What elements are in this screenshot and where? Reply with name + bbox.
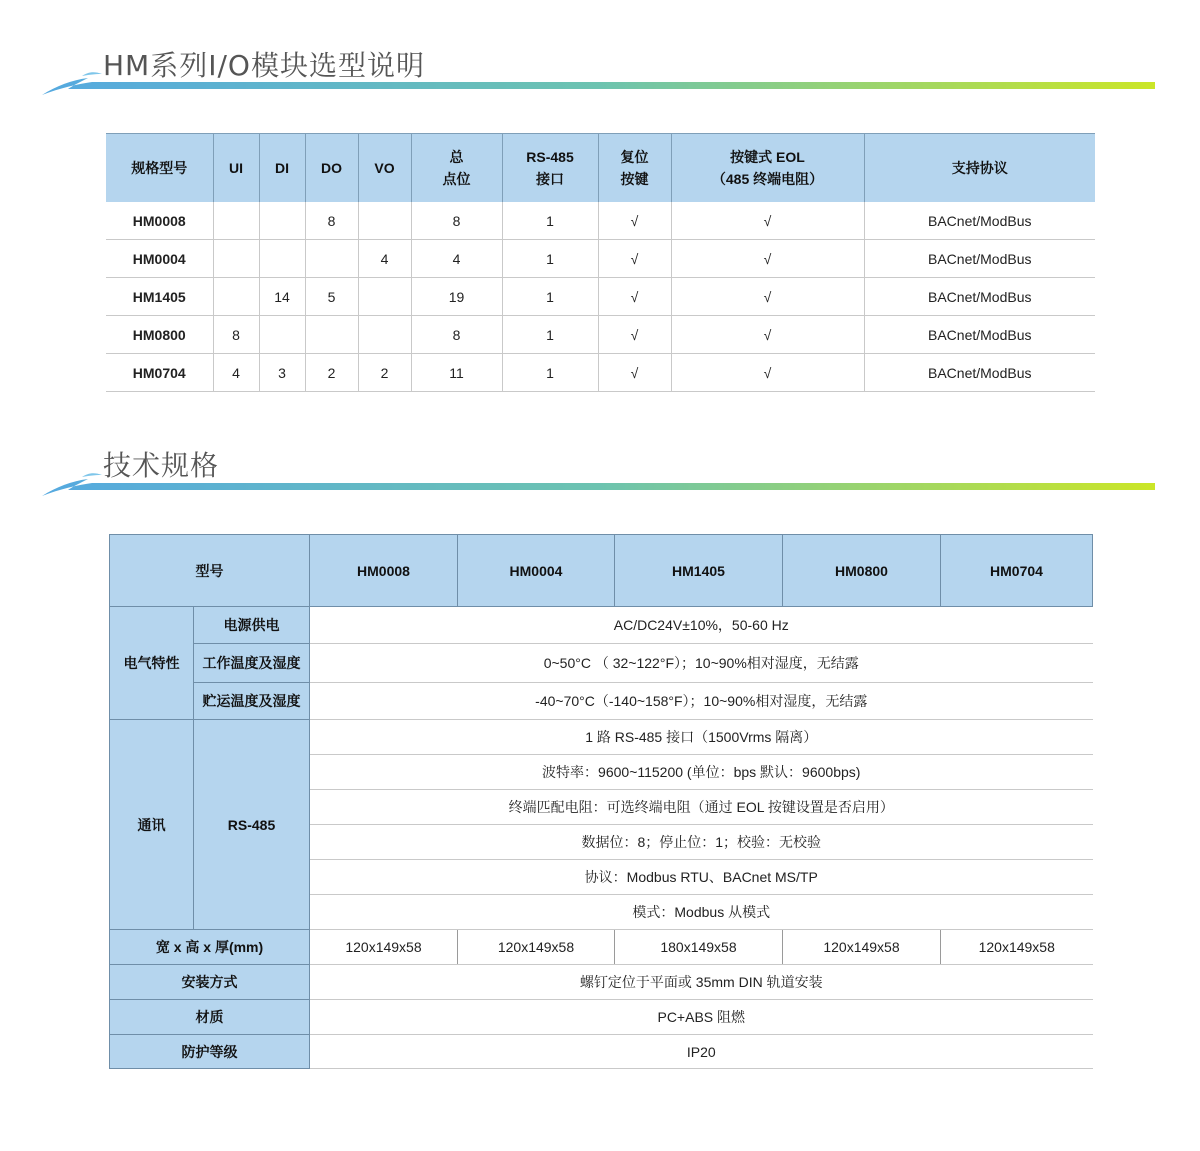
section-title-specs: 技术规格 <box>103 449 220 482</box>
cell: √ <box>598 202 671 240</box>
cell: 19 <box>411 278 502 316</box>
cell: 4 <box>213 354 259 392</box>
dimension-value: 120x149x58 <box>310 930 458 965</box>
cell: 1 <box>502 202 598 240</box>
spec-label: 电源供电 <box>194 607 310 644</box>
model-name: HM0704 <box>941 535 1093 607</box>
spec-value: IP20 <box>310 1035 1093 1069</box>
cell: √ <box>598 316 671 354</box>
cell: 11 <box>411 354 502 392</box>
cell: BACnet/ModBus <box>864 316 1095 354</box>
spec-row <box>110 1035 1093 1069</box>
header-protocol: 支持协议 <box>864 134 1095 203</box>
cell <box>213 240 259 278</box>
spec-label-rs485: RS-485 <box>194 720 310 930</box>
header-ui: UI <box>213 134 259 203</box>
cell: 2 <box>358 354 411 392</box>
spec-value: 模式：Modbus 从模式 <box>310 895 1093 930</box>
cell <box>213 278 259 316</box>
cell <box>358 202 411 240</box>
cell <box>213 202 259 240</box>
spec-label: 安装方式 <box>110 965 310 1000</box>
spec-value: -40~70°C（-140~158°F）；10~90%相对湿度，无结露 <box>310 683 1093 720</box>
cell: 14 <box>259 278 305 316</box>
cell: √ <box>671 202 864 240</box>
cell <box>305 240 358 278</box>
cell: √ <box>598 240 671 278</box>
header-reset-key: 复位 按键 <box>598 134 671 203</box>
header-do: DO <box>305 134 358 203</box>
cell: √ <box>598 278 671 316</box>
cell <box>358 316 411 354</box>
cell <box>259 202 305 240</box>
cell-model: HM0704 <box>106 354 213 392</box>
cell: √ <box>671 316 864 354</box>
cell: 3 <box>259 354 305 392</box>
cell: √ <box>671 354 864 392</box>
cell: 8 <box>305 202 358 240</box>
cell-model: HM0004 <box>106 240 213 278</box>
dimension-value: 120x149x58 <box>458 930 615 965</box>
model-label: 型号 <box>110 535 310 607</box>
selection-table <box>106 133 1095 392</box>
cell <box>358 278 411 316</box>
cell: 4 <box>411 240 502 278</box>
cell <box>305 316 358 354</box>
spec-row <box>110 1000 1093 1035</box>
spec-label: 工作温度及湿度 <box>194 644 310 683</box>
spec-value: 波特率：9600~115200 (单位：bps 默认：9600bps) <box>310 755 1093 790</box>
model-name: HM0008 <box>310 535 458 607</box>
cell: 1 <box>502 278 598 316</box>
section-banner <box>42 473 1155 495</box>
cell: BACnet/ModBus <box>864 354 1095 392</box>
spec-label: 防护等级 <box>110 1035 310 1069</box>
header-total-points: 总 点位 <box>411 134 502 203</box>
table-row <box>106 240 1095 278</box>
spec-row <box>110 720 1093 755</box>
spec-value: PC+ABS 阻燃 <box>310 1000 1093 1035</box>
header-rs485: RS-485 接口 <box>502 134 598 203</box>
spec-value: 数据位：8；停止位：1；校验：无校验 <box>310 825 1093 860</box>
table-row <box>106 316 1095 354</box>
cell <box>259 316 305 354</box>
spec-header-row <box>110 535 1093 607</box>
cell: 1 <box>502 240 598 278</box>
table-row <box>106 278 1095 316</box>
cell: 2 <box>305 354 358 392</box>
cell: 1 <box>502 354 598 392</box>
table-row <box>106 202 1095 240</box>
cell-model: HM1405 <box>106 278 213 316</box>
spec-row-dimensions <box>110 930 1093 965</box>
spec-value: AC/DC24V±10%，50-60 Hz <box>310 607 1093 644</box>
group-communication: 通讯 <box>110 720 194 930</box>
header-vo: VO <box>358 134 411 203</box>
dimension-value: 180x149x58 <box>615 930 783 965</box>
spec-row <box>110 683 1093 720</box>
cell: BACnet/ModBus <box>864 240 1095 278</box>
model-name: HM1405 <box>615 535 783 607</box>
cell: BACnet/ModBus <box>864 202 1095 240</box>
dimension-value: 120x149x58 <box>783 930 941 965</box>
cell: √ <box>671 240 864 278</box>
spec-value: 0~50°C （ 32~122°F）；10~90%相对湿度，无结露 <box>310 644 1093 683</box>
table-row <box>106 354 1095 392</box>
cell: BACnet/ModBus <box>864 278 1095 316</box>
header-di: DI <box>259 134 305 203</box>
spec-table <box>109 534 1093 1069</box>
dimension-value: 120x149x58 <box>941 930 1093 965</box>
model-name: HM0004 <box>458 535 615 607</box>
spec-row <box>110 607 1093 644</box>
spec-value: 终端匹配电阻：可选终端电阻（通过 EOL 按键设置是否启用） <box>310 790 1093 825</box>
group-electrical: 电气特性 <box>110 607 194 720</box>
spec-row <box>110 965 1093 1000</box>
cell: 8 <box>411 316 502 354</box>
cell: √ <box>671 278 864 316</box>
table-header-row <box>106 134 1095 203</box>
spec-value: 协议：Modbus RTU、BACnet MS/TP <box>310 860 1093 895</box>
cell: 8 <box>213 316 259 354</box>
spec-label: 材质 <box>110 1000 310 1035</box>
cell: 1 <box>502 316 598 354</box>
header-model: 规格型号 <box>106 134 213 203</box>
cell: 4 <box>358 240 411 278</box>
spec-label: 宽 x 高 x 厚(mm) <box>110 930 310 965</box>
cell <box>259 240 305 278</box>
cell: √ <box>598 354 671 392</box>
spec-value: 1 路 RS-485 接口（1500Vrms 隔离） <box>310 720 1093 755</box>
section-title-selection: HM系列I/O模块选型说明 <box>103 49 425 82</box>
cell-model: HM0008 <box>106 202 213 240</box>
cell-model: HM0800 <box>106 316 213 354</box>
spec-value: 螺钉定位于平面或 35mm DIN 轨道安装 <box>310 965 1093 1000</box>
cell: 8 <box>411 202 502 240</box>
model-name: HM0800 <box>783 535 941 607</box>
spec-row <box>110 644 1093 683</box>
cell: 5 <box>305 278 358 316</box>
spec-label: 贮运温度及湿度 <box>194 683 310 720</box>
header-eol: 按键式 EOL （485 终端电阻） <box>671 134 864 203</box>
section-banner <box>42 72 1155 94</box>
